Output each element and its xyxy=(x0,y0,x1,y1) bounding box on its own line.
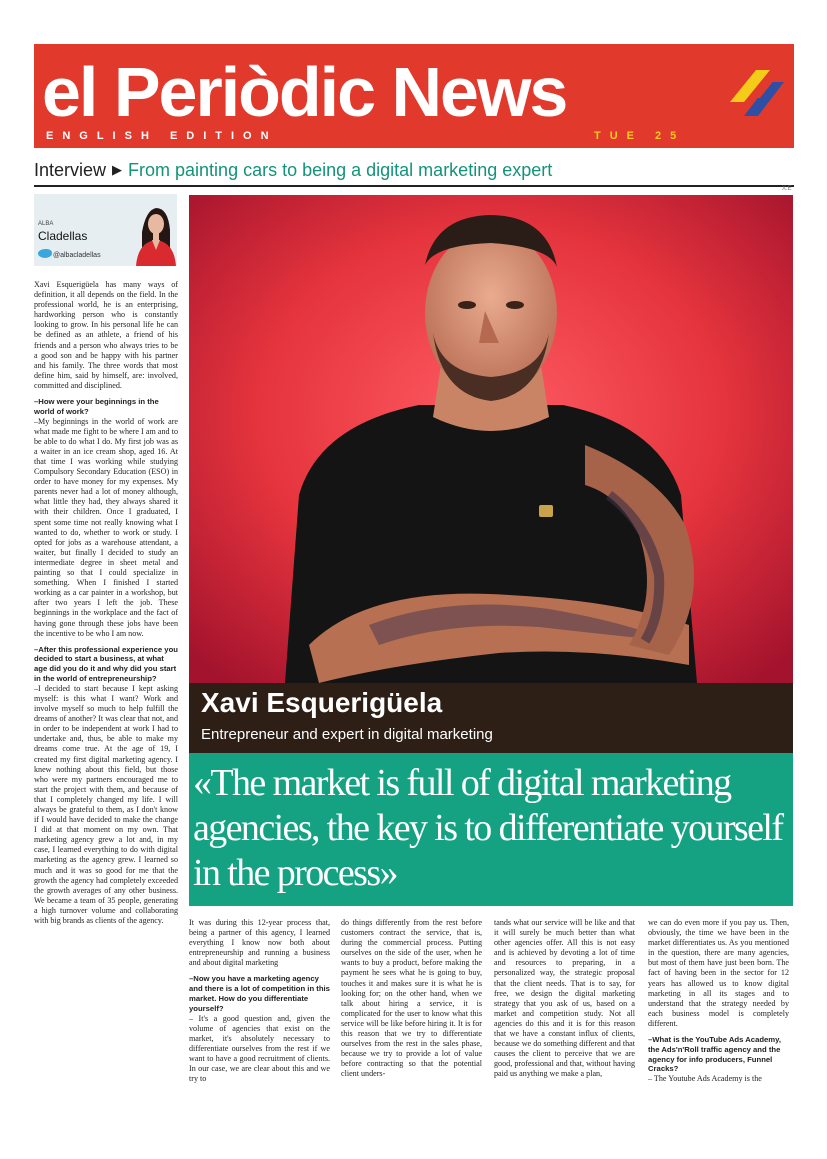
author-box xyxy=(34,194,177,266)
section-headline: From painting cars to being a digital marketing expert xyxy=(128,160,553,180)
article-intro: Xavi Esquerigüela has many ways of definition, it all depends on the field. In the professional world, he is an enterprising, hardworking person who is constantly looking to grow. In his personal life he can be defined as an athlete, a friend of his friends and a person who always tries to be a good son and be happy with his partner and his family. The three words that most define him, said by himself, are: involved, committed and disciplined. xyxy=(34,280,178,390)
masthead xyxy=(34,44,794,148)
column-1-paragraph-2: – It's a good question and, given the volume of agencies that exist on the market, it's absolutely necessary to differentiate ourselves from the rest if we want to have a good recruitment of clients. In our case, we are clear about this and we try to xyxy=(189,1013,330,1084)
section-header xyxy=(34,160,552,181)
body-column-1 xyxy=(189,918,330,1084)
answer-1: –My beginnings in the world of work are what made me fight to be where I am and to be able to do what I do. My first job was as a waiter in an ice cream shop, aged 16. At that time I was working while studying Compulsory Secondary Education (ESO) in order to have money for my expenses. My parents never had a lot of money although, what little they had, they always shared it with their children. Once I graduated, I spent some time not really knowing what I wanted to do, whether to work or study. I opted for jobs as a warehouse attendant, a waiter, but finally I decided to study an intermediate degree in sheet metal and painting so that I could specialize in something. When I finished I started working as a car painter in a workshop, but after two years I left the job. These beginnings in the workplace and the fact of having gone through these jobs have been the incentive to be who I am now. xyxy=(34,416,178,638)
column-3-text: tands what our service will be like and that it will surely be much better than what other agencies offer. All this is not easy and is achieved by devoting a lot of time and resources to preparing, in a personalized way, the strategic proposal that the client needs. That is to say, for free, we design the digital marketing strategy that you ask of us, based on a market and competition study. Not all agencies do this and it is for this reason that we have a constant influx of clients, because we do something different and that causes the client to perceive that we are good, professional and that, without having paid us anything we make a plan, xyxy=(494,918,635,1079)
column-4-paragraph-2: – The Youtube Ads Academy is the xyxy=(648,1074,762,1084)
author-twitter[interactable] xyxy=(38,249,101,259)
question-1: –How were your beginnings in the world of work? xyxy=(34,397,159,416)
pull-quote xyxy=(189,753,793,906)
answer-2: –I decided to start because I kept asking myself: is this what I want? Work and involve myself so much to help fulfill the dreams of another? It was clear that not, and in order to be independent at work I had to undertake and, thus, be able to make my dreams come true. At the age of 19, I created my first digital marketing agency. I knew nothing about this field, but those who were my partners encouraged me to start the project with them, and because of that I completely changed my life. I will always be grateful to them, as I don't know if I would have decided to make the change I did at that moment on my own. That marketing agency grew a lot and, in my case, I learned everything to do with digital marketing as the agency grew. I learned so much and it was so good for me that the growth the agency had completely exceeded the growth averages of any other business. We became a team of 35 people, generating a high turnover volume and collaborating with big brands as clients of the agency. xyxy=(34,683,178,926)
body-column-3 xyxy=(494,918,635,1080)
question-2: –After this professional experience you decided to start a business, at what age did you do it and why did you start in the world of entrepreneurship? xyxy=(34,644,178,684)
page-mark: X.E xyxy=(782,186,792,192)
name-band xyxy=(189,683,793,753)
column-2-text: do things differently from the rest before customers contract the service, that is, during the commercial process. Putting ourselves on the side of the user, when he wants to buy a product, before making the payment he sees what he is going to buy, touches it and makes sure it is what he is looking for; on the other hand, when we talk about hiring a service, it is complicated for the user to know what this service will be like before hiring it. It is for this reason that we try to differentiate ourselves from the rest in the sales phase, because we try to provide a lot of value before contracting so that the potential client unders- xyxy=(341,918,482,1079)
section-label: Interview xyxy=(34,160,107,180)
body-column-2 xyxy=(341,918,482,1080)
author-twitter-handle: @albacladellas xyxy=(53,252,101,259)
triangle-right-icon: ▶ xyxy=(112,162,123,177)
body-column-4 xyxy=(648,918,789,1084)
left-column xyxy=(34,280,178,926)
hero-photo xyxy=(189,195,793,683)
column-4-paragraph-1: we can do even more if you pay us. Then, obviously, the time we have been in the market differentiates us. As you mentioned in the question, there are many agencies, but most of them have just been born. The fact of having been in the sector for 12 years has allowed us to know digital marketing in all its stages and to understand that the strategy needed by each business model is completely different. xyxy=(648,918,789,1028)
logo-stripes-icon xyxy=(730,68,790,140)
pull-quote-text: «The market is full of digital marketing agencies, the key is to differentiate yourself in the process» xyxy=(193,762,783,894)
question-3: –Now you have a marketing agency and there is a lot of competition in this market. How do you differentiate yourself? xyxy=(189,974,330,1013)
newspaper-title: el Periòdic News xyxy=(42,53,567,131)
interviewee-name: Xavi Esquerigüela xyxy=(201,687,443,718)
question-4: –What is the YouTube Ads Academy, the Ads'n'Roll traffic agency and the agency for info producers, Funnel Cracks? xyxy=(648,1035,781,1074)
section-rule xyxy=(34,185,794,187)
interviewee-subtitle: Entrepreneur and expert in digital marketing xyxy=(201,726,493,743)
author-photo xyxy=(134,194,177,266)
column-1-paragraph-1: It was during this 12-year process that, being a partner of this agency, I learned everything I know now both about entrepreneurship and running a business and about digital marketing xyxy=(189,918,330,968)
twitter-bird-icon xyxy=(38,249,52,258)
author-first-name: ALBA xyxy=(38,221,54,227)
author-last-name: Cladellas xyxy=(38,229,88,243)
issue-date: TUE 25 xyxy=(594,130,686,142)
edition-label: ENGLISH EDITION xyxy=(46,130,278,142)
